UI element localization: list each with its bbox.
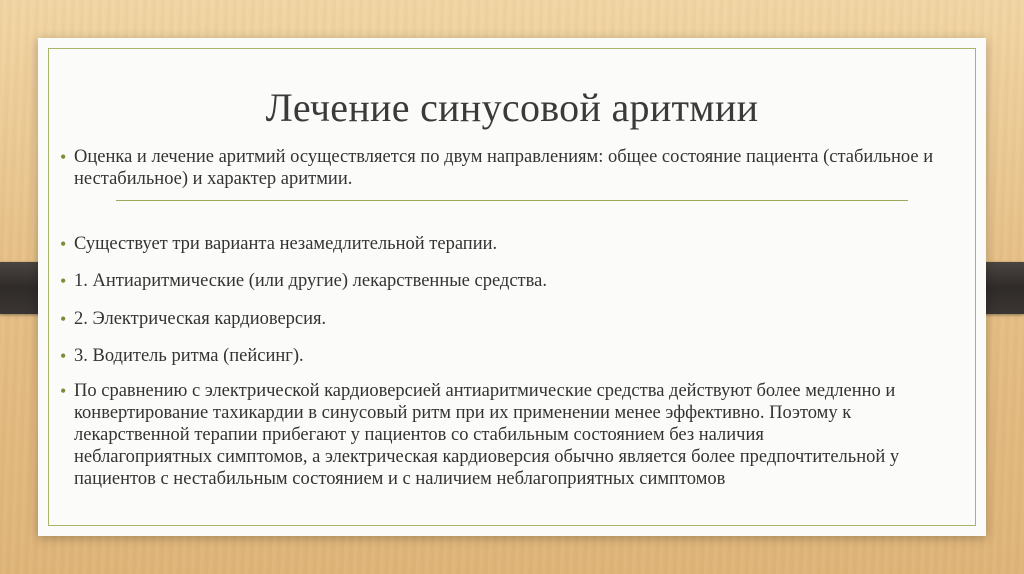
bullet-text: По сравнению с электрической кардиоверсией антиаритмические средства действуют более медленно и конвертирование тахикардии в синусовый ритм при их применении менее эффективно. Поэтому к лекарственной терапии прибегают у пациентов со стабильным состоянием без наличия неблагоприятных симптомов, а электрическая кардиоверсия обычно является более предпочтительной у пациентов с нестабильным состоянием и с наличием неблагоприятных симптомов <box>74 381 900 489</box>
bullet-text: Оценка и лечение аритмий осуществляется по двум направлениям: общее состояние пациента (стабильное и нестабильное) и характер аритмии. <box>74 147 934 189</box>
bullet-icon: • <box>60 381 67 401</box>
bullet-item <box>60 345 304 367</box>
bullet-text: 2. Электрическая кардиоверсия. <box>74 309 327 329</box>
bullet-icon: • <box>60 271 67 291</box>
bullet-list <box>38 38 986 536</box>
bullet-icon: • <box>60 309 67 329</box>
bullet-icon: • <box>60 346 67 366</box>
bullet-text: 1. Антиаритмические (или другие) лекарственные средства. <box>74 271 547 291</box>
bullet-icon: • <box>60 147 67 167</box>
divider <box>116 200 908 201</box>
slide-card <box>38 38 986 536</box>
bullet-item <box>60 380 904 490</box>
slide-title: Лечение синусовой аритмии <box>265 85 759 130</box>
bullet-text: Существует три варианта незамедлительной терапии. <box>74 234 498 254</box>
bullet-item <box>60 308 326 330</box>
bullet-text: 3. Водитель ритма (пейсинг). <box>74 346 304 366</box>
bullet-item <box>60 270 547 292</box>
bullet-item <box>60 233 497 255</box>
bullet-item <box>60 146 934 190</box>
bullet-icon: • <box>60 234 67 254</box>
